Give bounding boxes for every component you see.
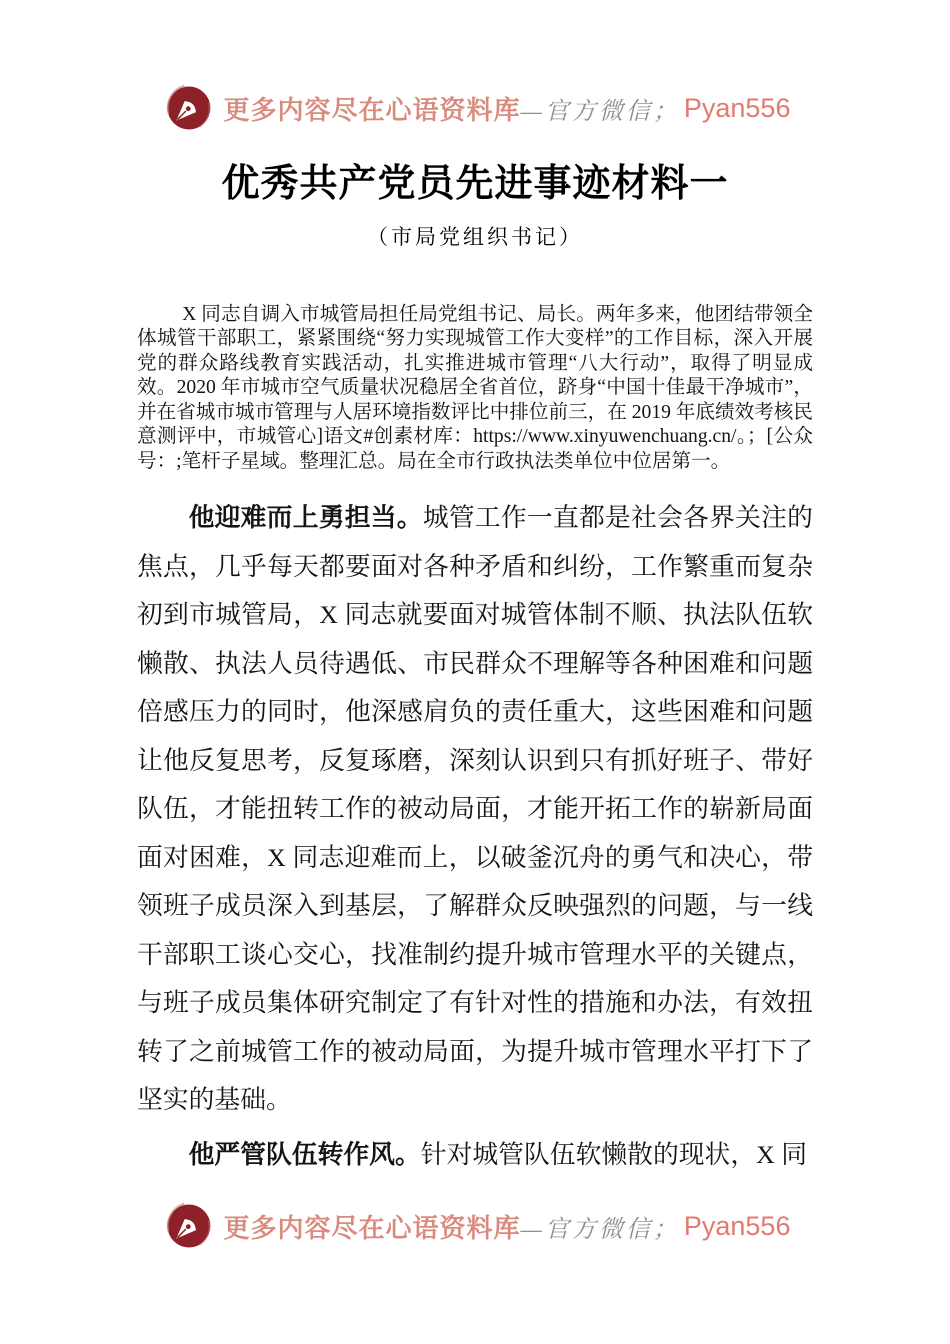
wechat-id: Pyan556 [683, 1210, 791, 1241]
header-banner [0, 0, 950, 136]
wechat-label: —官方微信； [520, 1216, 680, 1243]
document-title: 优秀共产党员先进事迹材料一 [221, 163, 729, 205]
pen-nib-logo-icon [160, 1198, 216, 1254]
wechat-label: —官方微信； [520, 98, 680, 125]
document-body [137, 303, 813, 1179]
document-subtitle: （市局党组织书记） [367, 225, 583, 249]
body-paragraph-1 [137, 494, 813, 1124]
paragraph-text: X 同志自调入市城管局担任局党组书记、局长。两年多来，他团结带领全体城管干部职工，紧紧围绕“努力实现城管工作大变样”的工作目标，深入开展党的群众路线教育实践活动，扎实推进城市管理“八大行动”，取得了明显成效。2020 年市城市空气质量状况稳居全省首位，跻身“中国十佳最干净城市”，并在省城市城市管理与人居环境指数评比中排位前三，在 2019 年底绩效考核民意测评中，市城管心]语文#创素材库：https://www.xinyuwenchuang.cn/。；[公众号：;笔杆子星域。整理汇总。局在全市行政执法类单位中位居第一。 [137, 304, 813, 472]
footer-banner [0, 1198, 950, 1254]
brand-text: 更多内容尽在心语资料库 [223, 95, 521, 125]
paragraph-lead: 他迎难而上勇担当。 [188, 504, 423, 533]
pen-nib-logo-icon [160, 80, 216, 136]
paragraph-text: 城管工作一直都是社会各界关注的焦点，几乎每天都要面对各种矛盾和纠纷，工作繁重而复杂初到市城管局，X 同志就要面对城管体制不顺、执法队伍软懒散、执法人员待遇低、市民群众不理解等各种困难和问题倍感压力的同时，他深感肩负的责任重大，这些困难和问题让他反复思考，反复琢磨，深刻认识到只有抓好班子、带好队伍，才能扭转工作的被动局面，才能开拓工作的崭新局面面对困难，X 同志迎难而上，以破釜沉舟的勇气和决心，带领班子成员深入到基层，了解群众反映强烈的问题，与一线干部职工谈心交心，找准制约提升城市管理水平的关键点，与班子成员集体研究制定了有针对性的措施和办法，有效扭转了之前城管工作的被动局面，为提升城市管理水平打下了坚实的基础。 [137, 503, 813, 1115]
paragraph-text: 针对城管队伍软懒散的现状，X 同 [420, 1139, 808, 1169]
body-paragraph-2 [137, 1131, 813, 1179]
paragraph-lead: 他严管队伍转作风。 [188, 1140, 421, 1169]
intro-paragraph [137, 303, 813, 474]
brand-text: 更多内容尽在心语资料库 [223, 1213, 521, 1243]
wechat-id: Pyan556 [683, 92, 791, 123]
